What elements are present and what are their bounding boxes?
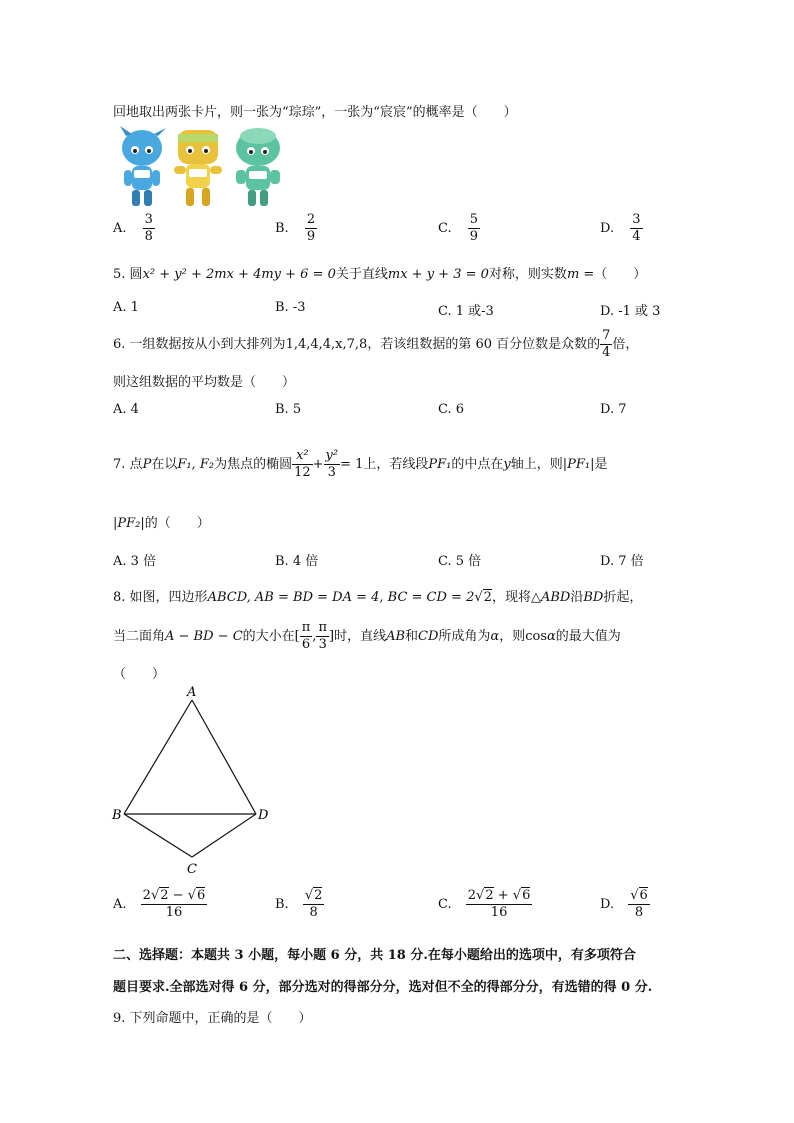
- q7-option-b[interactable]: B. 4 倍: [275, 554, 319, 569]
- edge-cd: [192, 814, 256, 857]
- fraction: $\frac{2√2 - √6}{16}$: [142, 888, 206, 920]
- q9-stem: 9. 下列命题中，正确的是（ ）: [113, 1011, 312, 1026]
- ellipse-y-term: $\frac{\text{y²}}{3}$: [325, 448, 339, 480]
- mascot-blue: [120, 126, 166, 206]
- q6-option-b[interactable]: B. 5: [275, 402, 302, 417]
- circle-equation: x² + y² + 2mx + 4my + 6 = 0: [142, 267, 336, 282]
- q6-stem: 6. 一组数据按从小到大排列为1,4,4,4,x,7,8，若该组数据的第 60 百分位数是众数的 $\frac{7}{4}$ 倍，: [113, 328, 639, 360]
- fraction: $\frac{3}{4}$: [632, 212, 641, 244]
- fraction: $\frac{5}{9}$: [469, 212, 479, 244]
- q8-option-a[interactable]: A. $\frac{2√2 - √6}{16}$: [113, 888, 206, 920]
- data-list: 1,4,4,4,x,7,8: [285, 337, 368, 352]
- q8-figure: [108, 684, 278, 880]
- mascot-yellow: [174, 130, 222, 206]
- q6-option-d[interactable]: D. 7: [600, 402, 627, 417]
- fraction: $\frac{2√2 + √6}{16}$: [467, 888, 531, 920]
- q4-stem: 回地取出两张卡片，则一张为“琮琮”，一张为“宸宸”的概率是（ ）: [113, 105, 517, 120]
- fraction: $\frac{√6}{8}$: [630, 888, 648, 920]
- q6-option-a[interactable]: A. 4: [113, 402, 139, 417]
- mascots-image: [112, 126, 292, 212]
- fraction-pi-3: $\frac{\pi}{3}$: [318, 620, 327, 652]
- q8-option-d[interactable]: D. $\frac{√6}{8}$: [600, 888, 648, 920]
- fraction-pi-6: $\frac{\pi}{6}$: [301, 620, 311, 652]
- q4-option-b[interactable]: B. $\frac{2}{9}$: [275, 212, 316, 244]
- q7-stem-line2: |PF₂|的（ ）: [113, 516, 210, 531]
- q6-option-c[interactable]: C. 6: [438, 402, 465, 417]
- q5-stem: 5. 圆x² + y² + 2mx + 4my + 6 = 0关于直线mx + y + 3 = 0对称，则实数m =（ ）: [113, 267, 647, 282]
- vertex-label-b: B: [112, 808, 122, 823]
- mascot-green: [236, 128, 280, 206]
- q6-stem-line2: 则这组数据的平均数是（ ）: [113, 375, 296, 390]
- vertex-label-c: C: [187, 862, 197, 877]
- q8-stem-line3: （ ）: [113, 667, 166, 682]
- fraction: $\frac{√2}{8}$: [304, 888, 323, 920]
- edge-ad: [192, 700, 256, 814]
- line-equation: mx + y + 3 = 0: [387, 267, 489, 282]
- section2-heading-line2: 题目要求.全部选对得 6 分，部分选对的得部分分，选对但不全的得部分分，有选错的得 0 分.: [113, 980, 653, 995]
- q5-option-b[interactable]: B. -3: [275, 300, 306, 315]
- q5-option-d[interactable]: D. -1 或 3: [600, 304, 661, 319]
- q7-option-d[interactable]: D. 7 倍: [600, 554, 644, 569]
- q7-option-a[interactable]: A. 3 倍: [113, 554, 157, 569]
- q8-option-b[interactable]: B. $\frac{√2}{8}$: [275, 888, 323, 920]
- q5-option-a[interactable]: A. 1: [113, 300, 139, 315]
- q7-option-c[interactable]: C. 5 倍: [438, 554, 482, 569]
- fraction-7-4: $\frac{7}{4}$: [602, 328, 611, 360]
- vertex-label-d: D: [258, 808, 269, 823]
- q4-option-a[interactable]: A. $\frac{3}{8}$: [113, 212, 153, 244]
- q8-stem: 8. 如图，四边形ABCD, AB = BD = DA = 4, BC = CD = 2√2，现将△ABD沿BD折起，: [113, 590, 643, 605]
- vertex-label-a: A: [187, 685, 197, 700]
- ellipse-x-term: $\frac{\text{x²}}{12}$: [294, 448, 311, 480]
- q4-option-c[interactable]: C. $\frac{5}{9}$: [438, 212, 479, 244]
- fraction: $\frac{2}{9}$: [306, 212, 316, 244]
- section2-heading: 二、选择题：本题共 3 小题，每小题 6 分，共 18 分.在每小题给出的选项中，有多项符合: [113, 948, 636, 963]
- edge-ab: [124, 700, 192, 814]
- edge-bc: [124, 814, 192, 857]
- fraction: $\frac{3}{8}$: [144, 212, 153, 244]
- q7-stem: 7. 点P在以F₁, F₂为焦点的椭圆 $\frac{\text{x²}}{12}$ + $\frac{\text{y²}}{3}$ = 1上，若线段PF₁的中点在y轴上，则|PF₁|是: [113, 448, 608, 480]
- q8-stem-line2: 当二面角A − BD − C的大小在[ $\frac{\pi}{6}$ , $\frac{\pi}{3}$ ]时，直线AB和CD所成角为α，则cosα的最大值为: [113, 620, 621, 652]
- q8-option-c[interactable]: C. $\frac{2√2 + √6}{16}$: [438, 888, 531, 920]
- q4-option-d[interactable]: D. $\frac{3}{4}$: [600, 212, 641, 244]
- q5-option-c[interactable]: C. 1 或-3: [438, 304, 494, 319]
